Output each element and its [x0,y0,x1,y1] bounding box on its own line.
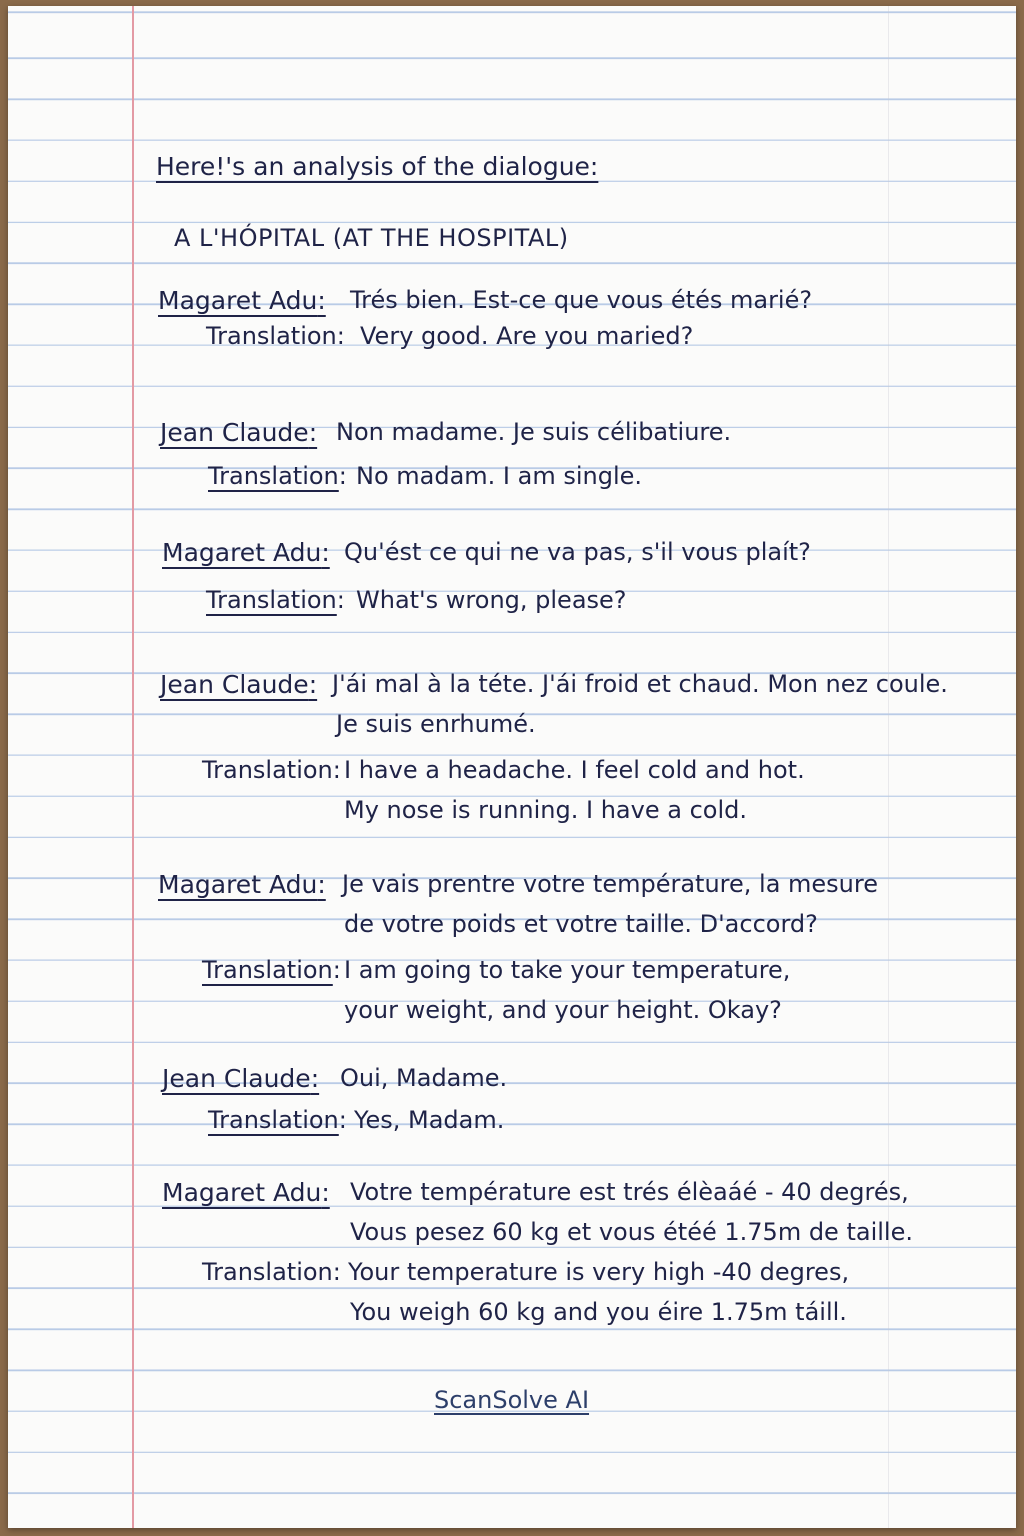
translation-row: Translation: I am going to take your temperature, [202,956,791,984]
translation-row: Translation: No madam. I am single. [208,462,643,490]
translation-label: Translation [206,586,337,614]
translation-label: Translation [202,1258,333,1286]
french-row [8,910,1016,950]
translation-label: Translation [208,462,339,490]
translation-line: your weight, and your height. Okay? [344,996,782,1024]
speaker-name: Jean Claude [160,670,309,699]
french-line: Qu'ést ce qui ne va pas, s'il vous plaít? [344,538,811,566]
translation-line: Your temperature is very high -40 degres, [348,1258,850,1286]
speaker-name: Magaret Adu [162,538,322,567]
translation-line: What's wrong, please? [356,586,627,614]
translation-line: I have a headache. I feel cold and hot. [344,756,805,784]
french-row: Jean Claude: J'ái mal à la téte. J'ái froid et chaud. Mon nez coule. [160,670,948,699]
french-line: Oui, Madame. [340,1064,508,1092]
dialogue-entry [8,870,1016,1036]
french-row [8,710,1016,750]
french-row [8,1218,1016,1258]
french-line: Non madame. Je suis célibatiure. [336,418,732,446]
speaker-name: Jean Claude [162,1064,311,1093]
notebook-paper [8,6,1016,1528]
french-row: Magaret Adu: Qu'ést ce qui ne va pas, s'il vous plaít? [162,538,811,567]
dialogue-entry [8,1178,1016,1338]
watermark-label: ScanSolve AI [434,1386,590,1414]
translation-label: Translation [202,956,333,984]
french-line: Je suis enrhumé. [336,710,536,738]
translation-line: My nose is running. I have a cold. [344,796,747,824]
translation-line: Very good. Are you maried? [360,322,694,350]
dialogue-entry [8,670,1016,836]
french-row: Jean Claude: Oui, Madame. [162,1064,508,1093]
french-row: Magaret Adu: Votre température est trés élèaáé - 40 degrés, [162,1178,909,1207]
speaker-name: Magaret Adu [158,286,318,315]
intro-heading: Here!'s an analysis of the dialogue: [156,152,599,181]
french-line: Je vais prentre votre température, la mesure [342,870,878,898]
french-row: Jean Claude: Non madame. Je suis célibatiure. [160,418,732,447]
french-line: Votre température est trés élèaáé - 40 degrés, [350,1178,909,1206]
translation-line: You weigh 60 kg and you éire 1.75m táill. [350,1298,847,1326]
translation-line: Yes, Madam. [354,1106,505,1134]
translation-label: Translation [206,322,337,350]
translation-row [8,1298,1016,1338]
translation-row: Translation: Your temperature is very high -40 degres, [202,1258,850,1286]
translation-line: No madam. I am single. [356,462,643,490]
dialogue-entry [8,286,1016,362]
speaker-name: Magaret Adu [162,1178,322,1207]
translation-row: Translation: What's wrong, please? [206,586,627,614]
dialogue-entry [8,418,1016,502]
translation-label: Translation [202,756,333,784]
french-line: de votre poids et votre taille. D'accord? [344,910,818,938]
french-row: Magaret Adu: Trés bien. Est-ce que vous étés marié? [158,286,813,315]
translation-row [8,796,1016,836]
speaker-name: Jean Claude [160,418,309,447]
french-line: Trés bien. Est-ce que vous étés marié? [350,286,813,314]
translation-row: Translation: Yes, Madam. [208,1106,505,1134]
dialogue-entry [8,538,1016,626]
dialogue-entry [8,1064,1016,1146]
french-line: Vous pesez 60 kg et vous étéé 1.75m de taille. [350,1218,913,1246]
dialogue-title: A L'HÓPITAL (AT THE HOSPITAL) [174,224,569,252]
speaker-name: Magaret Adu [158,870,318,899]
translation-row: Translation: I have a headache. I feel cold and hot. [202,756,805,784]
translation-row [8,996,1016,1036]
translation-line: I am going to take your temperature, [344,956,791,984]
french-line: J'ái mal à la téte. J'ái froid et chaud. Mon nez coule. [332,670,948,698]
translation-label: Translation [208,1106,339,1134]
translation-row: Translation: Very good. Are you maried? [206,322,694,350]
french-row: Magaret Adu: Je vais prentre votre température, la mesure [158,870,878,899]
